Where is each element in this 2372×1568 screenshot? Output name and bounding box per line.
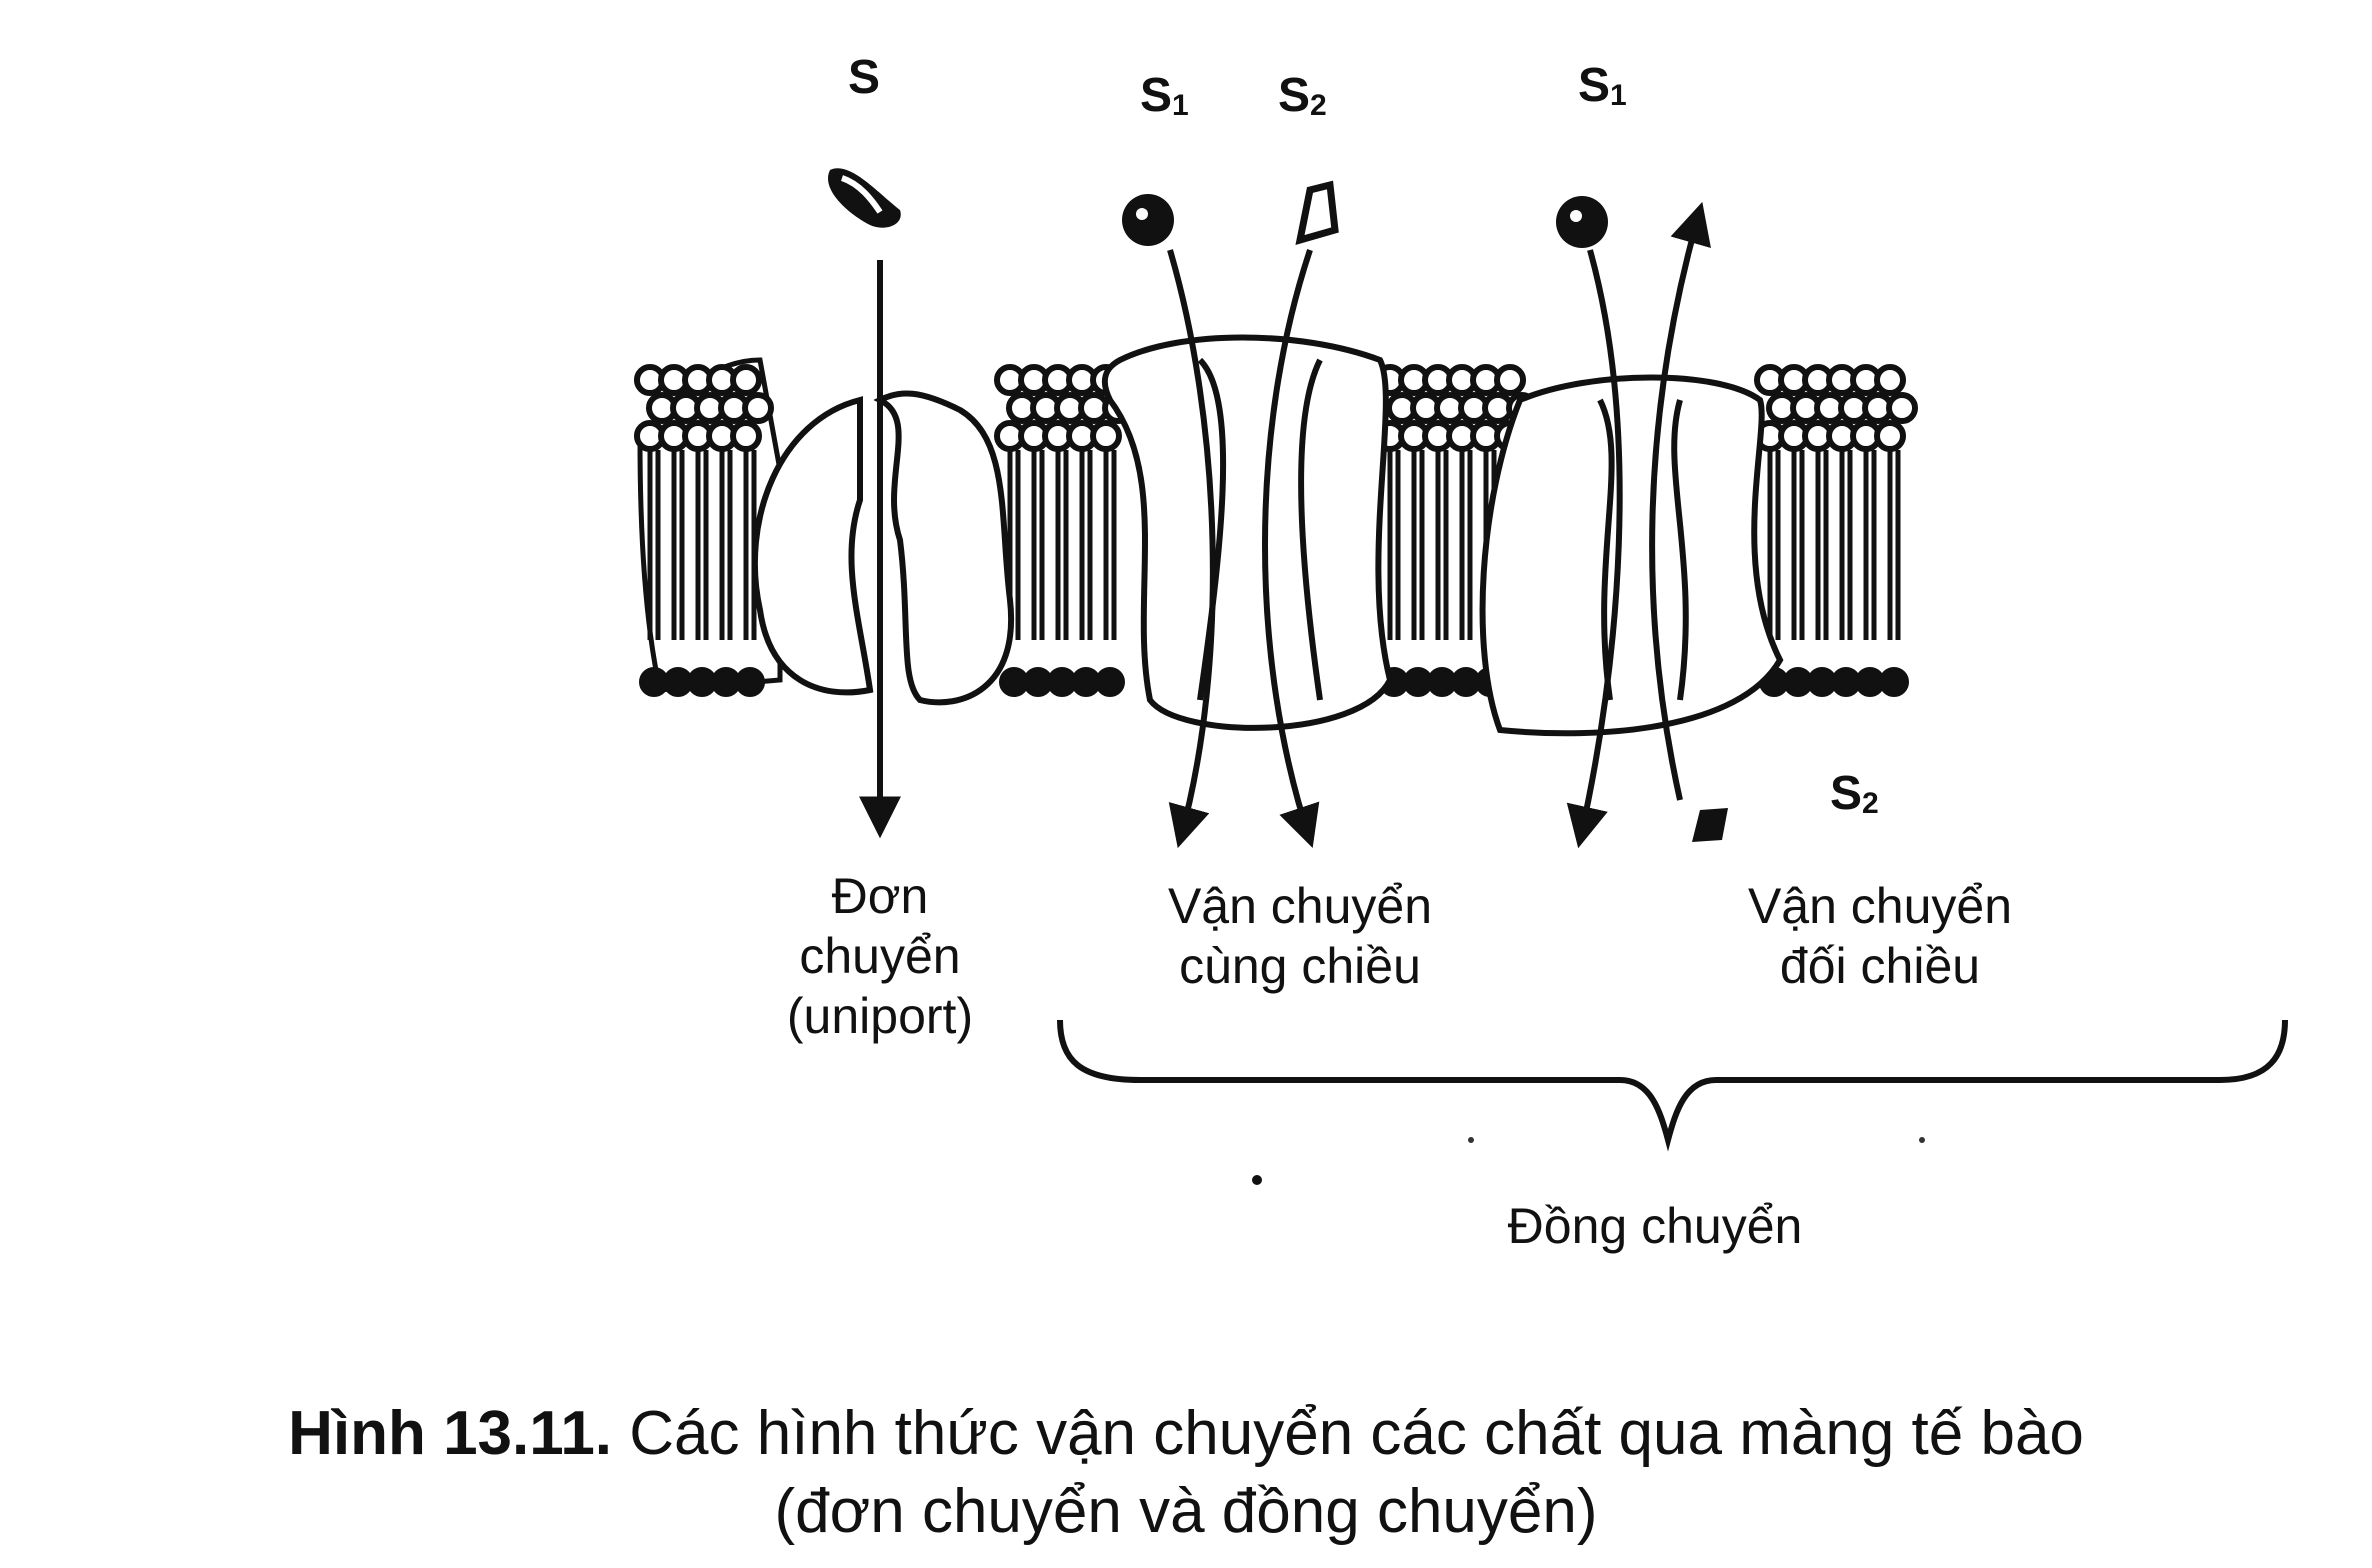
label-s2-bottom: $S_2$ — [1830, 767, 1879, 820]
symport-protein — [1105, 338, 1390, 728]
label-s1-right: $S_1$ — [1578, 59, 1627, 112]
cotransport-brace — [1060, 1020, 2285, 1140]
molecule-s1-right — [1556, 196, 1608, 248]
lipid-head — [745, 395, 771, 421]
lipid-head-bottom — [1881, 669, 1907, 695]
label-symport: Vận chuyển cùng chiều — [1167, 878, 1433, 994]
label-s1-left: $S_1$ — [1140, 69, 1189, 122]
lipid-head — [733, 423, 759, 449]
molecule-s2-top — [1300, 185, 1335, 240]
label-uniport: Đơn chuyển (uniport) — [786, 868, 974, 1044]
molecule-s1-left — [1122, 194, 1174, 246]
figure-caption — [0, 1396, 2372, 1472]
lipid-head — [1889, 395, 1915, 421]
lipid-head — [1093, 423, 1119, 449]
figure-caption-line2: (đơn chuyển và đồng chuyển) — [774, 1477, 1598, 1546]
uniport-protein — [755, 393, 1011, 702]
molecule-s1-right-highlight — [1570, 210, 1582, 222]
label-cotransport: Đồng chuyển — [1507, 1198, 1803, 1254]
molecule-s — [828, 168, 901, 227]
label-antiport: Vận chuyển đối chiều — [1747, 878, 2013, 994]
label-s: S — [848, 51, 881, 104]
lipid-head — [1877, 367, 1903, 393]
label-s2-top: $S_2$ — [1278, 69, 1327, 122]
lipid-head — [1497, 367, 1523, 393]
figure-number: Hình 13.11. — [288, 1399, 613, 1468]
molecule-s1-left-highlight — [1136, 208, 1148, 220]
lipid-head — [733, 367, 759, 393]
molecule-s2-bottom — [1692, 808, 1728, 842]
speck — [1468, 1137, 1474, 1143]
antiport-protein — [1483, 378, 1780, 734]
lipid-head-bottom — [1097, 669, 1123, 695]
speck — [1252, 1175, 1262, 1185]
caption-line1: Các hình thức vận chuyển các chất qua màng tế bào — [629, 1399, 2084, 1468]
lipid-head — [1877, 423, 1903, 449]
lipid-head-bottom — [737, 669, 763, 695]
speck — [1919, 1137, 1925, 1143]
